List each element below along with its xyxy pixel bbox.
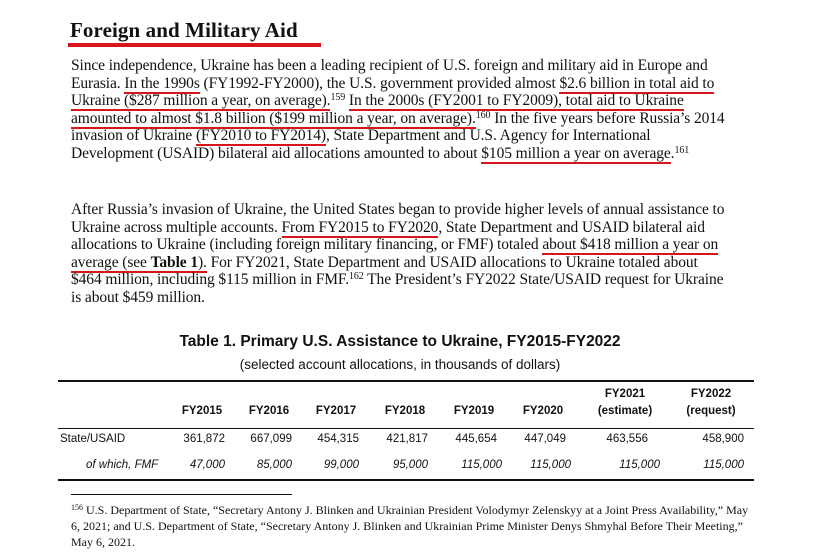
para1-highlight-2000s: In the 2000s (FY2001 to FY2009), total aid to Ukraine amounted to almost $1.8 billion ($199 million a year, on average). (71, 92, 684, 127)
table-cell: 447,049 (524, 433, 566, 445)
table-cell: 115,000 (461, 459, 502, 471)
table-cell: 361,872 (183, 433, 225, 445)
paragraph-aid-history (71, 57, 731, 163)
para2-text-2: , State Department and USAID bilateral aid allocations to Ukraine (including foreign military financing, or FMF) totaled (71, 218, 705, 254)
table-cell: 47,000 (189, 459, 225, 471)
row-label-fmf: of which, FMF (86, 459, 159, 471)
table-bottom-rule (58, 479, 754, 481)
col-header-fy2018: FY2018 (384, 405, 426, 417)
para1-highlight-105-million: $105 million a year on average (481, 144, 671, 162)
col-header-fy2021: FY2021 (604, 388, 646, 400)
table-cell: 445,654 (455, 433, 497, 445)
table-cell: 99,000 (323, 459, 359, 471)
col-header-fy2021-estimate: (estimate) (597, 405, 653, 417)
para1-text-5: , State Department and U.S. Agency for International Development (USAID) bilateral aid allocations amounted to about (71, 127, 651, 162)
para2-text-4: The President’s FY2022 State/USAID request for Ukraine is about $459 million. (71, 271, 724, 306)
para2-text-1: After Russia’s invasion of Ukraine, the United States began to provide higher levels of annual assistance to Ukraine across multiple accounts. (71, 201, 725, 236)
table-header-rule (58, 428, 754, 429)
para1-highlight-fy2010-fy2014: (FY2010 to FY2014) (195, 127, 326, 145)
para1-highlight-1990s: In the 1990s (124, 74, 200, 92)
section-heading: Foreign and Military Aid (70, 18, 298, 42)
para1-text-1: Since independence, Ukraine has been a leading recipient of U.S. foreign and military aid in Europe and Eurasia. (71, 57, 708, 92)
col-header-fy2015: FY2015 (181, 405, 223, 417)
col-header-fy2022: FY2022 (690, 388, 732, 400)
footnote-ref-162[interactable]: 162 (348, 271, 364, 283)
footnote-ref-159[interactable]: 159 (330, 92, 346, 104)
table-top-rule (58, 380, 754, 382)
table-cell: 421,817 (386, 433, 428, 445)
table-cell: 458,900 (702, 433, 744, 445)
para1-text-6: . (670, 144, 675, 162)
col-header-fy2020: FY2020 (522, 405, 564, 417)
table-title: Table 1. Primary U.S. Assistance to Ukraine, FY2015-FY2022 (179, 333, 621, 350)
table-cell: 667,099 (250, 433, 292, 445)
col-header-fy2022-request: (request) (686, 405, 736, 417)
footnote-ref-160[interactable]: 160 (475, 109, 491, 121)
table-cell: 85,000 (256, 459, 292, 471)
para2-highlight-fy2015-fy2020: From FY2015 to FY2020 (281, 218, 439, 236)
table-cell: 463,556 (606, 433, 648, 445)
table-cell: 95,000 (392, 459, 428, 471)
heading-underline (68, 43, 321, 47)
para2-highlight-text-a: about $418 million a year on average (see (71, 236, 719, 271)
para1-text-2: (FY1992-FY2000), the U.S. government provided almost (199, 74, 560, 92)
paragraph-post-invasion-aid (71, 201, 731, 307)
para2-text-3: For FY2021, State Department and USAID allocations to Ukraine totaled about $464 million, including $115 million in FMF. (71, 253, 698, 289)
footnote-ref-161[interactable]: 161 (674, 144, 690, 156)
table-cell: 115,000 (703, 459, 744, 471)
table-cell: 115,000 (619, 459, 660, 471)
footnote-156 (71, 503, 751, 550)
table-subtitle: (selected account allocations, in thousands of dollars) (239, 357, 561, 372)
para1-highlight-total-1990s: $2.6 billion in total aid to Ukraine ($287 million a year, on average). (71, 74, 715, 110)
table-cell: 454,315 (317, 433, 359, 445)
para2-highlight-text-c: ). (198, 253, 207, 271)
footnote-separator (71, 494, 292, 495)
col-header-fy2016: FY2016 (248, 405, 290, 417)
para1-text-4: In the five years before Russia’s 2014 invasion of Ukraine (71, 109, 725, 145)
table-1-link[interactable]: Table 1 (150, 253, 198, 271)
footnote-text: U.S. Department of State, “Secretary Antony J. Blinken and Ukrainian President Volodymyr Zelenskyy at a Joint Press Availability,” May 6, 2021; and U.S. Department of State, “Secretary Antony J. Blinken and Ukrainian Prime Minister Denys Shmyhal Before Their Meeting,” May 6, 2021. (71, 503, 749, 549)
col-header-fy2019: FY2019 (453, 405, 495, 417)
col-header-fy2017: FY2017 (315, 405, 357, 417)
table-cell: 115,000 (530, 459, 571, 471)
row-label-state-usaid: State/USAID (60, 433, 126, 445)
footnote-number: 156 (71, 503, 83, 512)
